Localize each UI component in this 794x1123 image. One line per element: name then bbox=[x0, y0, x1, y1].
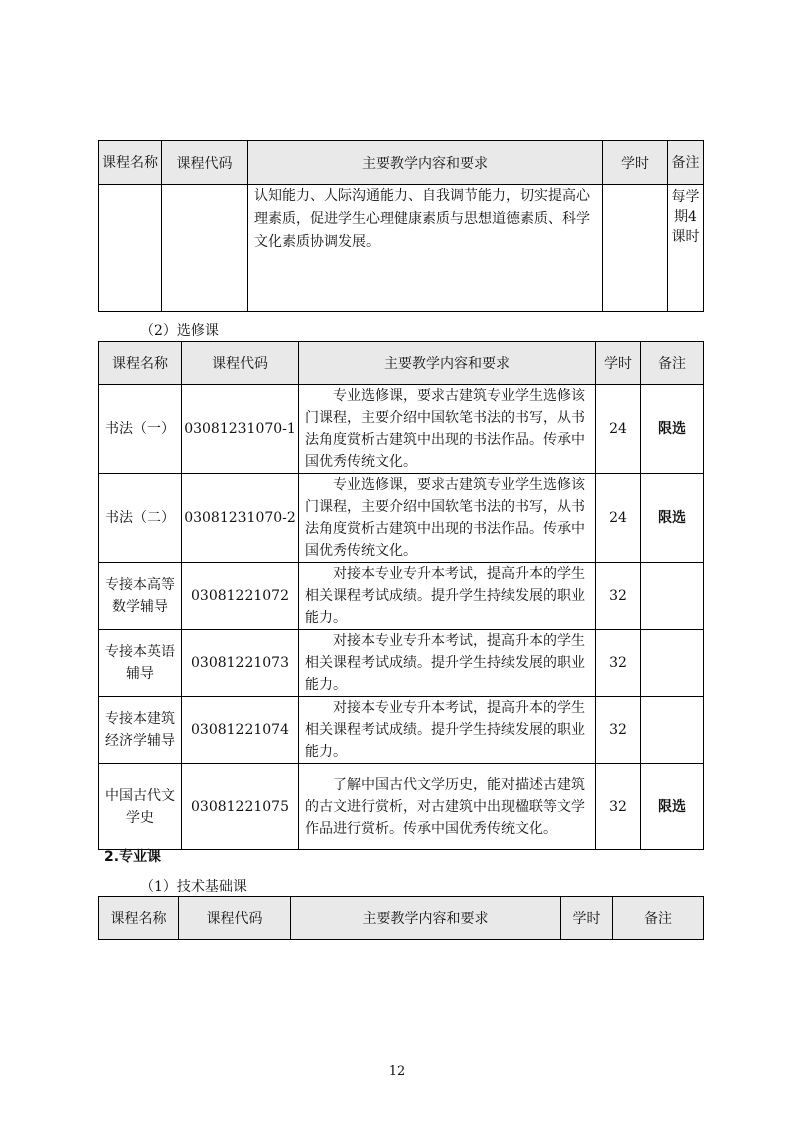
course-note-cell: 限选 bbox=[641, 474, 704, 563]
course-note-cell bbox=[641, 563, 704, 630]
header-course-code: 课程代码 bbox=[179, 897, 291, 940]
course-code-cell bbox=[162, 185, 248, 312]
elective-course-label: （2）选修课 bbox=[140, 323, 219, 339]
course-hours-cell: 32 bbox=[596, 697, 641, 764]
course-name-cell: 书法（一） bbox=[99, 385, 182, 474]
header-note: 备注 bbox=[668, 141, 704, 185]
technical-basic-course-label: （1）技术基础课 bbox=[140, 879, 247, 895]
course-code-cell: 03081231070-2 bbox=[182, 474, 299, 563]
course-hours-cell: 24 bbox=[596, 474, 641, 563]
course-note-cell bbox=[641, 630, 704, 697]
section-heading-professional-courses: 2.专业课 bbox=[104, 849, 162, 865]
compulsory-course-table-continued bbox=[98, 140, 704, 312]
course-name-cell: 书法（二） bbox=[99, 474, 182, 563]
header-note: 备注 bbox=[641, 342, 704, 385]
technical-basic-course-table bbox=[98, 896, 704, 940]
course-hours-cell: 24 bbox=[596, 385, 641, 474]
header-hours: 学时 bbox=[603, 141, 668, 185]
course-note-cell: 限选 bbox=[641, 385, 704, 474]
course-code-cell: 03081221073 bbox=[182, 630, 299, 697]
course-content-cell: 对接本专业专升本考试，提高升本的学生相关课程考试成绩。提升学生持续发展的职业能力。 bbox=[299, 630, 596, 697]
course-hours-cell: 32 bbox=[596, 764, 641, 850]
table-row bbox=[99, 474, 704, 563]
header-course-code: 课程代码 bbox=[182, 342, 299, 385]
header-hours: 学时 bbox=[596, 342, 641, 385]
course-note-cell: 限选 bbox=[641, 764, 704, 850]
elective-course-table bbox=[98, 341, 704, 850]
course-content-cell: 专业选修课，要求古建筑专业学生选修该门课程，主要介绍中国软笔书法的书写，从书法角度赏析古建筑中出现的书法作品。传承中国优秀传统文化。 bbox=[299, 385, 596, 474]
header-content: 主要教学内容和要求 bbox=[248, 141, 603, 185]
course-content-cell: 专业选修课，要求古建筑专业学生选修该门课程，主要介绍中国软笔书法的书写，从书法角度赏析古建筑中出现的书法作品。传承中国优秀传统文化。 bbox=[299, 474, 596, 563]
course-code-cell: 03081231070-1 bbox=[182, 385, 299, 474]
course-content-cell: 了解中国古代文学历史，能对描述古建筑的古文进行赏析，对古建筑中出现楹联等文学作品进行赏析。传承中国优秀传统文化。 bbox=[299, 764, 596, 850]
header-course-name: 课程名称 bbox=[99, 141, 162, 185]
course-name-cell: 专接本高等数学辅导 bbox=[99, 563, 182, 630]
course-note-cell bbox=[641, 697, 704, 764]
course-hours-cell: 32 bbox=[596, 630, 641, 697]
course-hours-cell bbox=[603, 185, 668, 312]
course-code-cell: 03081221072 bbox=[182, 563, 299, 630]
course-code-cell: 03081221075 bbox=[182, 764, 299, 850]
table-row bbox=[99, 697, 704, 764]
header-content: 主要教学内容和要求 bbox=[291, 897, 561, 940]
header-course-name: 课程名称 bbox=[99, 342, 182, 385]
course-name-cell: 专接本英语辅导 bbox=[99, 630, 182, 697]
table-row bbox=[99, 563, 704, 630]
course-note-cell: 每学期4课时 bbox=[668, 185, 704, 312]
header-note: 备注 bbox=[613, 897, 704, 940]
table-row bbox=[99, 764, 704, 850]
course-name-cell: 中国古代文学史 bbox=[99, 764, 182, 850]
course-name-cell bbox=[99, 185, 162, 312]
header-hours: 学时 bbox=[561, 897, 613, 940]
course-code-cell: 03081221074 bbox=[182, 697, 299, 764]
course-content-cell: 认知能力、人际沟通能力、自我调节能力，切实提高心理素质，促进学生心理健康素质与思想道德素质、科学文化素质协调发展。 bbox=[248, 185, 603, 312]
course-name-cell: 专接本建筑经济学辅导 bbox=[99, 697, 182, 764]
course-hours-cell: 32 bbox=[596, 563, 641, 630]
table-row bbox=[99, 385, 704, 474]
header-content: 主要教学内容和要求 bbox=[299, 342, 596, 385]
table-row bbox=[99, 185, 704, 312]
course-content-cell: 对接本专业专升本考试，提高升本的学生相关课程考试成绩。提升学生持续发展的职业能力。 bbox=[299, 563, 596, 630]
header-course-name: 课程名称 bbox=[99, 897, 179, 940]
table-row bbox=[99, 630, 704, 697]
page-number: 12 bbox=[388, 1064, 406, 1079]
course-content-cell: 对接本专业专升本考试，提高升本的学生相关课程考试成绩。提升学生持续发展的职业能力。 bbox=[299, 697, 596, 764]
header-course-code: 课程代码 bbox=[162, 141, 248, 185]
